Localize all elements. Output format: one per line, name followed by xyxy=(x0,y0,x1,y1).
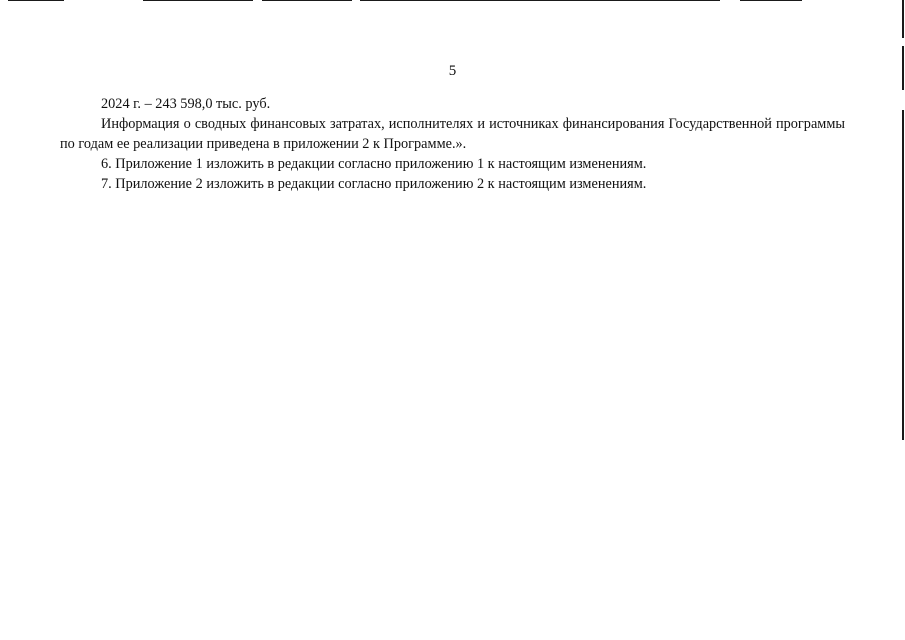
paragraph-item-7: 7. Приложение 2 изложить в редакции согласно приложению 2 к настоящим изменениям. xyxy=(101,176,647,192)
page-number: 5 xyxy=(448,63,457,79)
paragraph-funding-2024: 2024 г. – 243 598,0 тыс. руб. xyxy=(101,96,271,112)
document-body xyxy=(60,94,845,194)
paragraph-item-6: 6. Приложение 1 изложить в редакции согласно приложению 1 к настоящим изменениям. xyxy=(101,156,647,172)
scan-edge-top xyxy=(0,0,905,3)
paragraph-financing-info: Информация о сводных финансовых затратах, исполнителях и источниках финансирования Государственной программы по годам ее реализации приведена в приложении 2 к Программе.». xyxy=(60,116,845,152)
